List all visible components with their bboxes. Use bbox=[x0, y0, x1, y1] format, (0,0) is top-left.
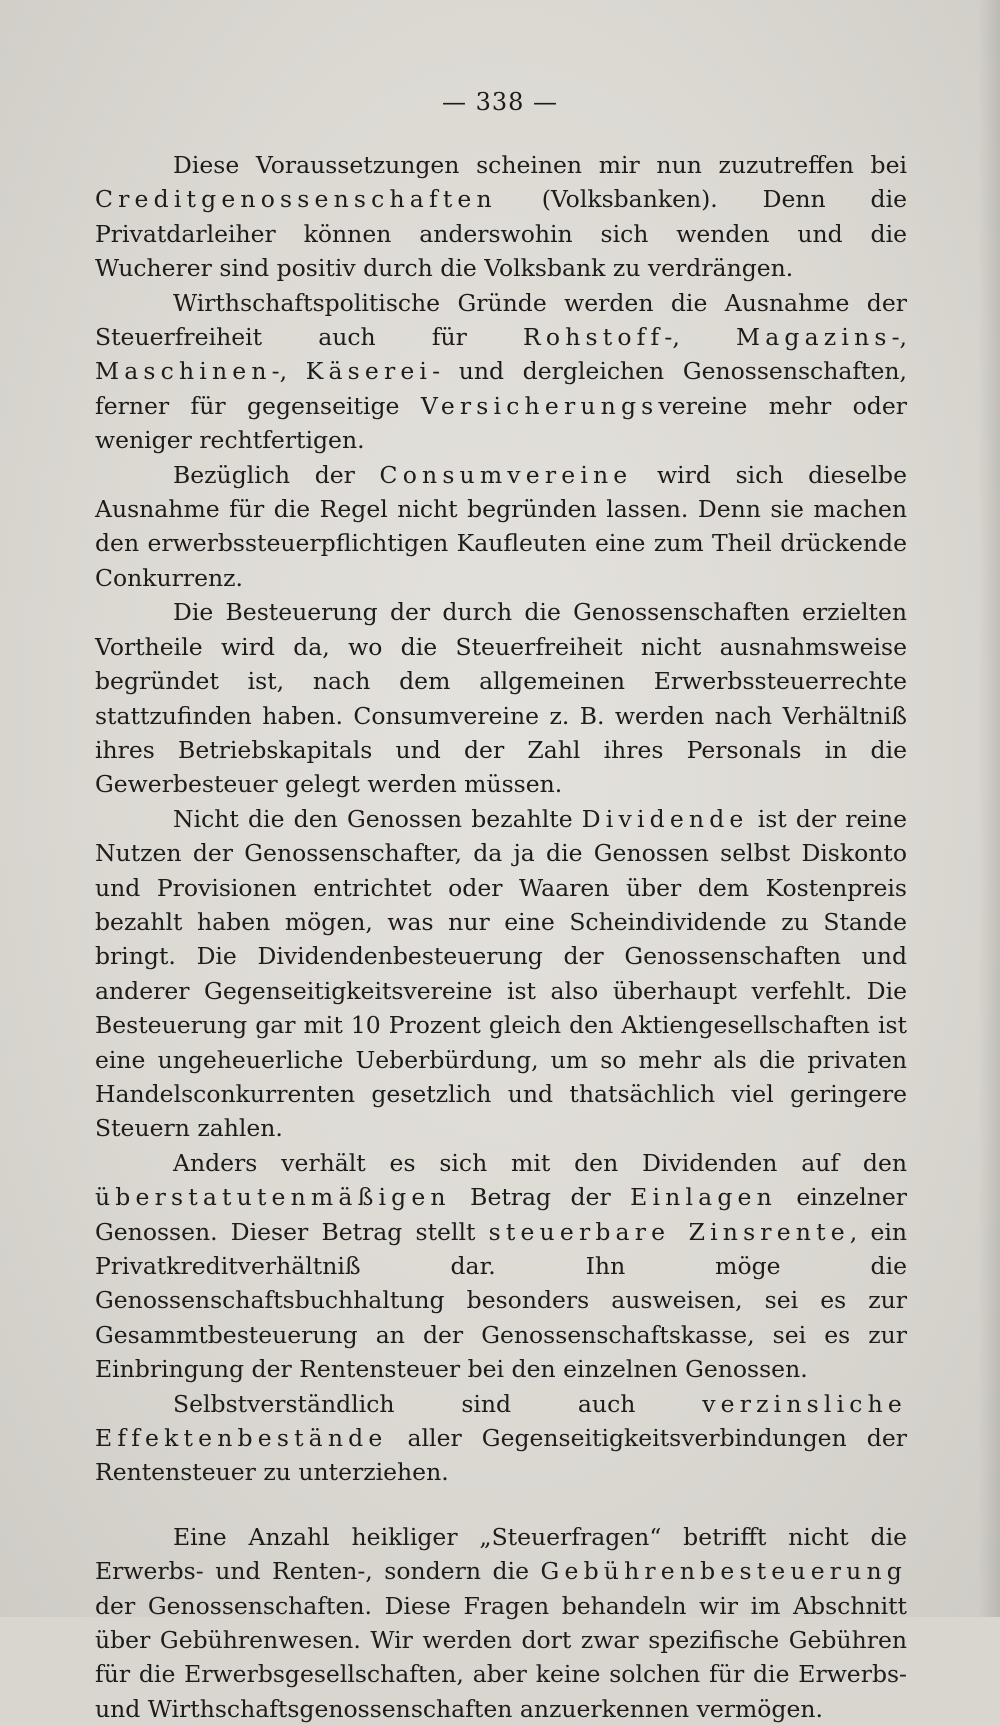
text-run: Eine Anzahl heikliger „Steuerfragen“ betrifft nicht die Erwerbs- und Renten-, sondern die bbox=[95, 1522, 907, 1586]
paragraph-6 bbox=[95, 1146, 907, 1387]
text-run: wird sich dieselbe Ausnahme für die Regel nicht begründen lassen. Denn sie machen den erwerbssteuerpflichtigen Kaufleuten eine zum Theil drückende Conkurrenz. bbox=[95, 460, 907, 592]
page-number: — 338 — bbox=[441, 88, 559, 116]
paragraph-4 bbox=[95, 595, 907, 801]
text-run: - und dergleichen Genossenschaften, ferner für gegenseitige bbox=[95, 357, 907, 420]
emphasis-kaeserei: Käserei bbox=[305, 357, 433, 386]
paragraph-7 bbox=[95, 1387, 907, 1490]
emphasis-dividende: Dividende bbox=[581, 804, 749, 833]
paragraph-8 bbox=[95, 1520, 907, 1726]
text-run: Betrag der bbox=[450, 1183, 631, 1212]
emphasis-ueberstatutenmaessigen: überstatutenmäßigen bbox=[95, 1183, 451, 1212]
text-run: Wirthschaftspolitische Gründe werden die Ausnahme der Steuerfreiheit auch für bbox=[95, 288, 907, 352]
text-run: , ein Privatkreditverhältniß dar. Ihn möge die Genossenschaftsbuchhaltung besonders ausweisen, sei es zur Gesammtbesteuerung an der Genossenschaftskasse, sei es zur Einbringung der Rentensteuer bei den einzelnen Genossen. bbox=[95, 1217, 908, 1384]
paragraph-2 bbox=[95, 286, 907, 458]
text-run: (Volksbanken). Denn die Privatdarleiher können anderswohin sich wenden und die Wucherer sind positiv durch die Volksbank zu verdrängen. bbox=[95, 185, 907, 283]
text-run: vereine mehr oder weniger rechtfertigen. bbox=[95, 391, 907, 455]
text-run: -, bbox=[271, 357, 306, 386]
text-run: ist der reine Nutzen der Genossenschafter, da ja die Genossen selbst Diskonto und Provisionen entrichtet oder Waaren über dem Kostenpreis bezahlt haben mögen, was nur eine Scheindividende zu Stande bringt. Die Dividendenbesteuerung der Genossenschaften und anderer Gegenseitigkeitsvereine ist also überhaupt verfehlt. Die Besteuerung gar mit 10 Prozent gleich den Aktiengesellschaften ist eine ungeheuerliche Ueberbürdung, um so mehr als die privaten Handelsconkurrenten gesetzlich und thatsächlich viel geringere Steuern zahlen. bbox=[95, 804, 907, 1143]
paragraph-3 bbox=[95, 458, 907, 596]
paragraph-1 bbox=[95, 148, 907, 286]
text-run: Anders verhält es sich mit den Dividenden auf den bbox=[173, 1148, 907, 1177]
emphasis-creditgenossenschaften: Creditgenossenschaften bbox=[95, 185, 497, 214]
emphasis-versicherungs: Versicherungs bbox=[420, 391, 659, 420]
text-run: -, bbox=[664, 323, 736, 352]
text-run: Selbstverständlich sind auch bbox=[173, 1389, 703, 1418]
text-run: Diese Voraussetzungen scheinen mir nun zuzutreffen bei bbox=[173, 151, 907, 179]
emphasis-verzinsliche-effektenbestaende: verzinsliche Effektenbestände bbox=[95, 1389, 907, 1453]
body-text bbox=[95, 148, 907, 1726]
text-run: der Genossenschaften. Diese Fragen behandeln wir im Abschnitt über Gebührenwesen. Wir werden dort zwar spezifische Gebühren für die Erwerbsgesellschaften, aber keine solchen für die Erwerbs- und Wirthschaftsgenossenschaften anzuerkennen vermögen. bbox=[95, 1591, 907, 1723]
page-edge-shadow bbox=[978, 0, 1000, 1617]
emphasis-maschinen: Maschinen bbox=[95, 357, 272, 386]
text-run: Bezüglich der bbox=[173, 460, 380, 489]
emphasis-consumvereine: Consumvereine bbox=[379, 460, 633, 489]
text-run: -, bbox=[891, 323, 907, 352]
text-run: einzelner Genossen. Dieser Betrag stellt bbox=[95, 1183, 907, 1246]
emphasis-rohstoff: Rohstoff bbox=[523, 323, 665, 352]
emphasis-einlagen: Einlagen bbox=[630, 1183, 777, 1212]
paragraph-5 bbox=[95, 802, 907, 1146]
emphasis-magazins: Magazins bbox=[735, 323, 892, 352]
text-run: Die Besteuerung der durch die Genossenschaften erzielten Vortheile wird da, wo die Steuerfreiheit nicht ausnahmsweise begründet ist, nach dem allgemeinen Erwerbssteuerrechte stattzufinden haben. Consumvereine z. B. werden nach Verhältniß ihres Betriebskapitals und der Zahl ihres Personals in die Gewerbesteuer gelegt werden müssen. bbox=[95, 598, 907, 799]
emphasis-gebuehrenbesteuerung: Gebührenbesteuerung bbox=[540, 1557, 907, 1586]
text-run: aller Gegenseitigkeitsverbindungen der Rentensteuer zu unterziehen. bbox=[95, 1424, 907, 1487]
emphasis-steuerbare-zinsrente: steuerbare Zinsrente bbox=[488, 1217, 850, 1246]
text-run: Nicht die den Genossen bezahlte bbox=[173, 804, 582, 833]
